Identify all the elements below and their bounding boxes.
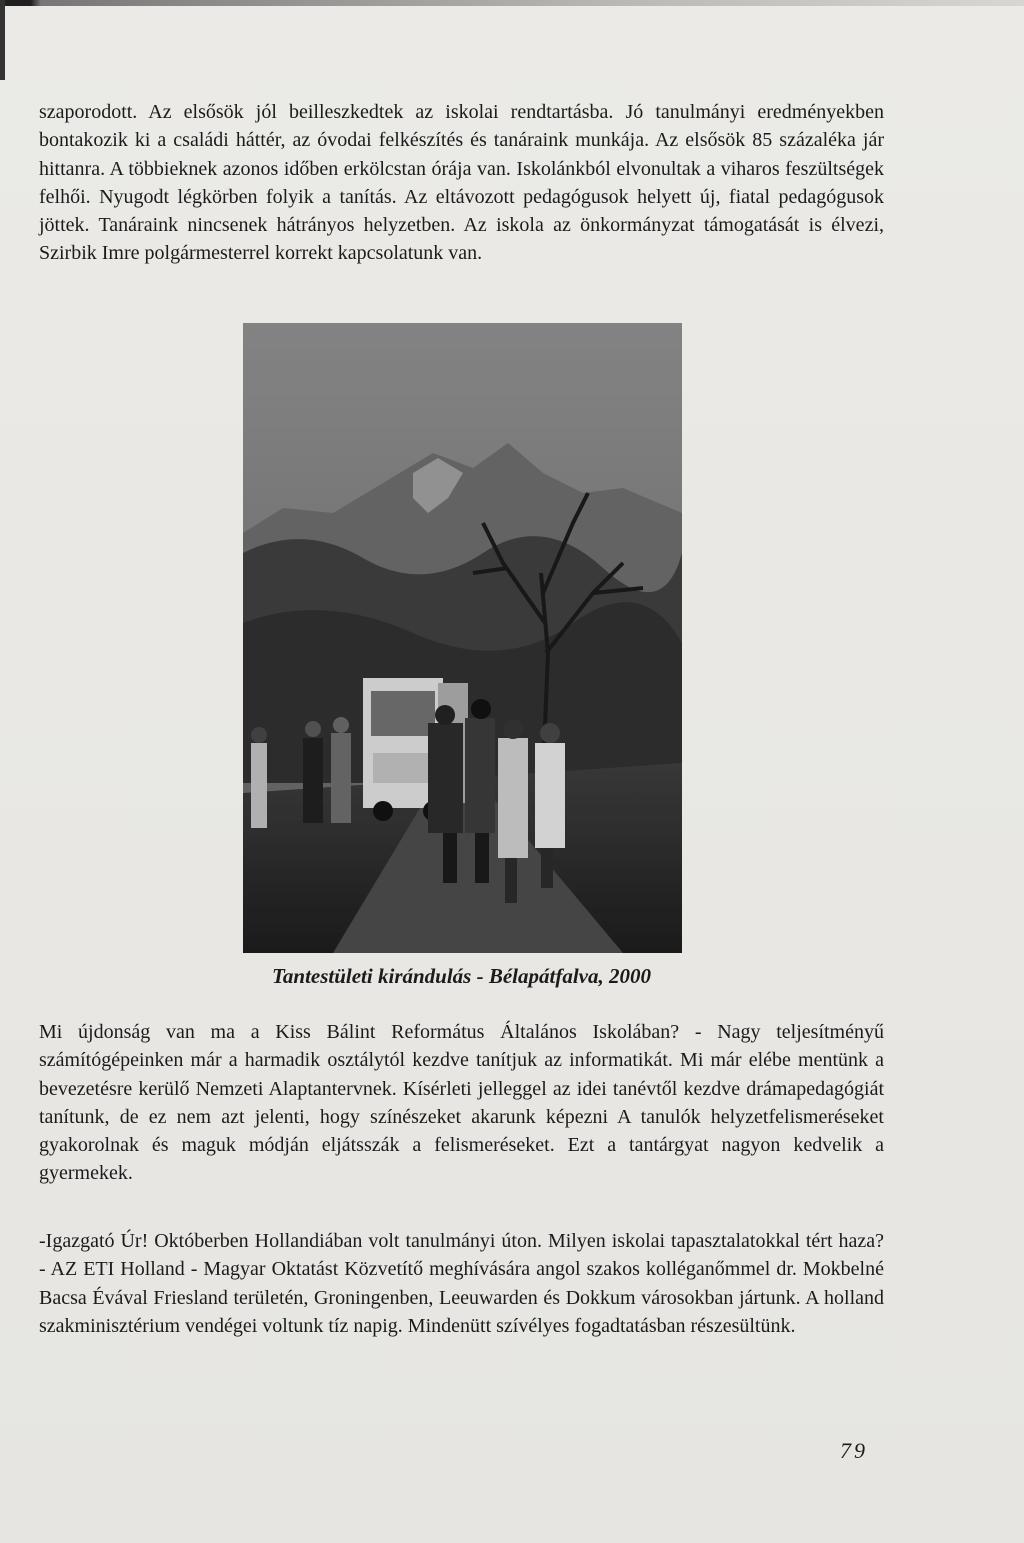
scan-edge-top [0,0,1024,6]
page-number: 79 [840,1438,868,1463]
scan-edge-left [0,0,5,80]
body-paragraph-3: -Igazgató Úr! Októberben Hollandiában volt tanulmányi úton. Milyen iskolai tapasztalatokkal tért haza? - AZ ETI Holland - Magyar Oktatást Közvetítő meghívására angol szakos kolléganőmmel dr. Mokbelné Bacsa Évával Friesland területén, Groningenben, Leeuwarden és Dokkum városokban jártunk. A holland szakminisztérium vendégei voltunk tíz napig. Mindenütt szívélyes fogadtatásban részesültünk. [39,1230,884,1337]
excursion-photo-illustration [243,323,682,953]
excursion-photo [243,323,682,953]
photo-caption: Tantestületi kirándulás - Bélapátfalva, 2000 [271,964,651,988]
body-paragraph-1: szaporodott. Az elsősök jól beilleszkedtek az iskolai rendtartásba. Jó tanulmányi eredményekben bontakozik ki a családi háttér, az óvodai felkészítés és tanáraink munkája. Az elsősök 85 százaléka jár hittanra. A többieknek azonos időben erkölcstan órája van. Iskolánkból elvonultak a viharos feszültségek felhői. Nyugodt légkörben folyik a tanítás. Az eltávozott pedagógusok helyett új, fiatal pedagógusok jöttek. Tanáraink nincsenek hátrányos helyzetben. Az iskola az önkormányzat támogatását is élvezi, Szirbik Imre polgármesterrel korrekt kapcsolatunk van. [39,101,884,265]
body-paragraph-2: Mi újdonság van ma a Kiss Bálint Református Általános Iskolában? - Nagy teljesítményű számítógépeinken már a harmadik osztálytól kezdve tanítjuk az informatikát. Mi már elébe mentünk a bevezetésre kerülő Nemzeti Alaptantervnek. Kísérleti jelleggel az idei tanévtől kezdve drámapedagógiát tanítunk, de ez nem azt jelenti, hogy színészeket akarunk képezni A tanulók helyzetfelismeréseket gyakorolnak és maguk módján eljátsszák a felismeréseket. Ezt a tantárgyat nagyon kedvelik a gyermekek. [39,1021,884,1185]
photo-grain [243,323,682,953]
